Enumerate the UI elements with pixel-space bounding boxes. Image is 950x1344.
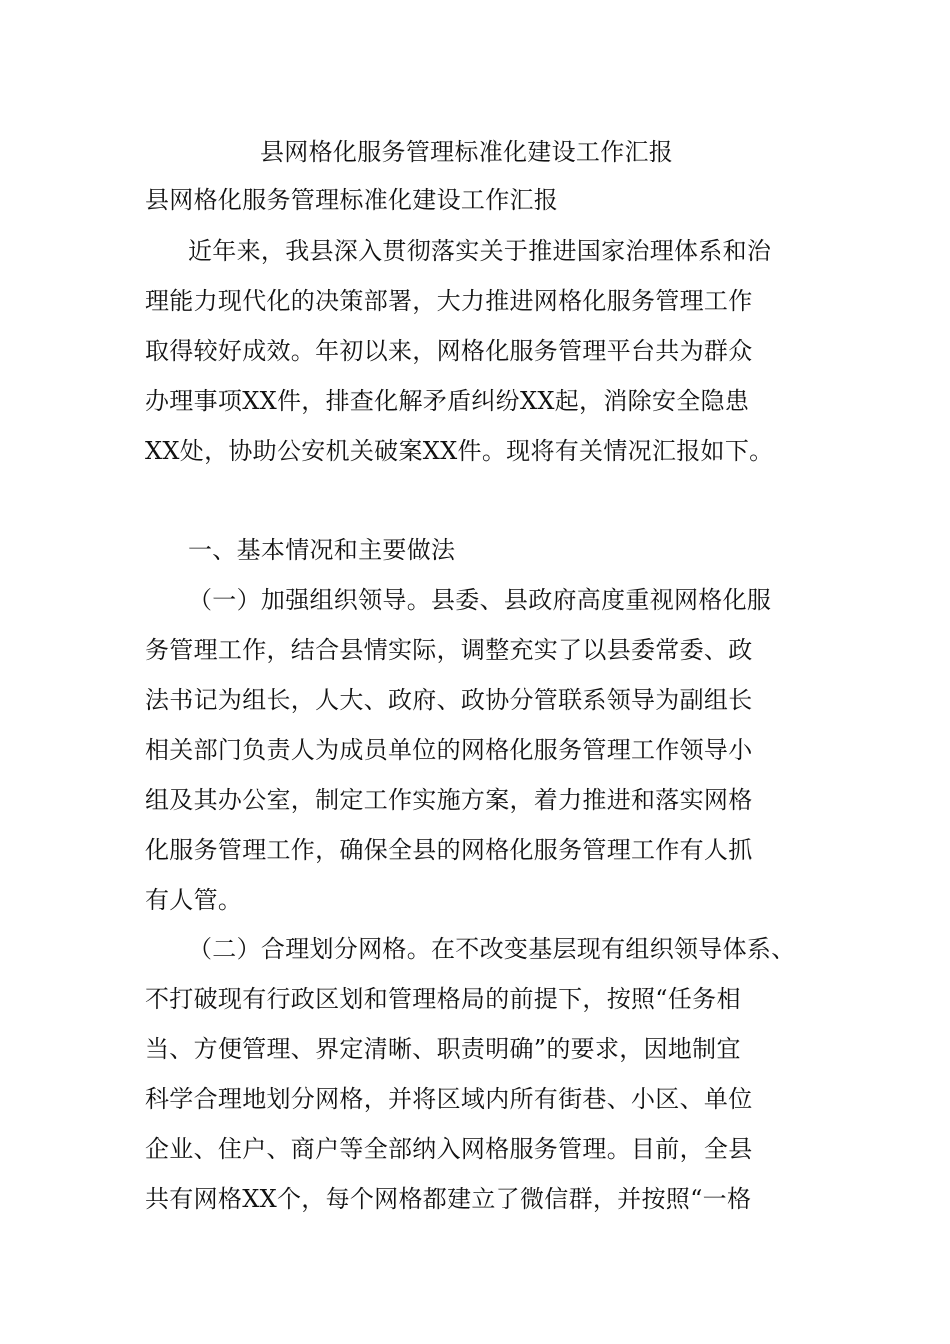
paragraph-line-10: 组及其办公室，制定工作实施方案，着力推进和落实网格 — [145, 786, 753, 814]
paragraph-line-3: 取得较好成效。年初以来，网格化服务管理平台共为群众 — [145, 337, 753, 365]
paragraph-line-17: 企业、住户、商户等全部纳入网格服务管理。目前，全县 — [145, 1135, 753, 1163]
section-heading-1: 一、基本情况和主要做法 — [188, 536, 456, 564]
paragraph-line-12: 有人管。 — [145, 886, 243, 914]
paragraph-line-18: 共有网格XX个，每个网格都建立了微信群，并按照“一格 — [145, 1185, 752, 1213]
document-title: 县网格化服务管理标准化建设工作汇报 — [260, 138, 674, 166]
paragraph-line-15: 当、方便管理、界定清晰、职责明确”的要求，因地制宜 — [145, 1035, 741, 1063]
paragraph-line-5: XX处，协助公安机关破案XX件。现将有关情况汇报如下。 — [145, 437, 774, 465]
paragraph-line-7: 务管理工作，结合县情实际，调整充实了以县委常委、政 — [145, 636, 753, 664]
document-subtitle: 县网格化服务管理标准化建设工作汇报 — [145, 186, 559, 214]
paragraph-line-4: 办理事项XX件，排查化解矛盾纠纷XX起，消除安全隐患 — [145, 387, 750, 415]
paragraph-line-14: 不打破现有行政区划和管理格局的前提下，按照“任务相 — [145, 985, 741, 1013]
paragraph-line-11: 化服务管理工作，确保全县的网格化服务管理工作有人抓 — [145, 836, 753, 864]
paragraph-line-9: 相关部门负责人为成员单位的网格化服务管理工作领导小 — [145, 736, 753, 764]
paragraph-line-16: 科学合理地划分网格，并将区域内所有街巷、小区、单位 — [145, 1085, 753, 1113]
paragraph-line-13: （二）合理划分网格。在不改变基层现有组织领导体系、 — [188, 935, 796, 963]
paragraph-line-2: 理能力现代化的决策部署，大力推进网格化服务管理工作 — [145, 287, 753, 315]
paragraph-line-6: （一）加强组织领导。县委、县政府高度重视网格化服 — [188, 586, 772, 614]
paragraph-line-1: 近年来，我县深入贯彻落实关于推进国家治理体系和治 — [188, 237, 772, 265]
paragraph-line-8: 法书记为组长，人大、政府、政协分管联系领导为副组长 — [145, 686, 753, 714]
